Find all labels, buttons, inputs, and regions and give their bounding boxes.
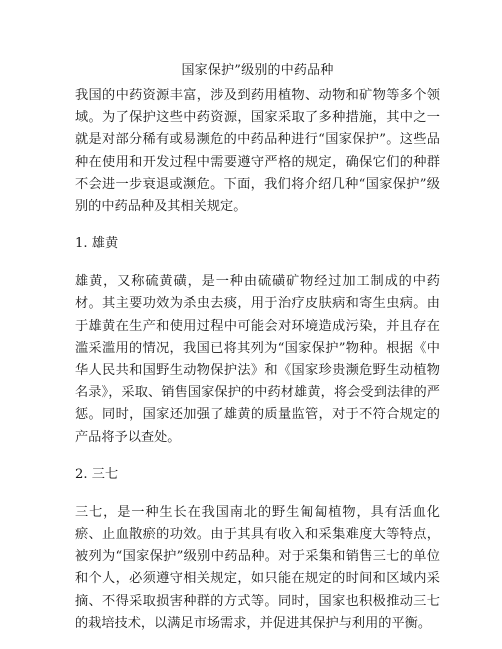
- document-title: 国家保护”级别的中药品种: [181, 63, 334, 78]
- section-body-2: 三七，是一种生长在我国南北的野生匍匐植物，具有活血化瘀、止血散瘀的功效。由于其具有收入和采集难度大等特点，被列为“国家保护”级别中药品种。对于采集和销售三七的单位和个人，必须遵守相关规定，如只能在规定的时间和区域内采摘、不得采取损害种群的方式等。同时，国家也积极推动三七的栽培技术，以满足市场需求，并促进其保护与利用的平衡。: [75, 504, 440, 631]
- section-heading-2: 2. 三七: [75, 466, 119, 482]
- intro-paragraph: 我国的中药资源丰富，涉及到药用植物、动物和矿物等多个领域。为了保护这些中药资源，国家采取了多种措施，其中之一就是对部分稀有或易濒危的中药品种进行“国家保护”。这些品种在使用和开发过程中需要遵守严格的规定，确保它们的种群不会进一步衰退或濒危。下面，我们将介绍几种“国家保护”级别的中药品种及其相关规定。: [75, 88, 440, 215]
- section-heading-1: 1. 雄黄: [75, 236, 119, 252]
- section-body-1: 雄黄，又称硫黄磺，是一种由硫磺矿物经过加工制成的中药材。其主要功效为杀虫去痰，用于治疗皮肤病和寄生虫病。由于雄黄在生产和使用过程中可能会对环境造成污染，并且存在滥采滥用的情况，我国已将其列为“国家保护”物种。根据《中华人民共和国野生动物保护法》和《国家珍贵濒危野生动植物名录》，采取、销售国家保护的中药材雄黄，将会受到法律的严惩。同时，国家还加强了雄黄的质量监管，对于不符合规定的产品将予以查处。: [75, 274, 440, 445]
